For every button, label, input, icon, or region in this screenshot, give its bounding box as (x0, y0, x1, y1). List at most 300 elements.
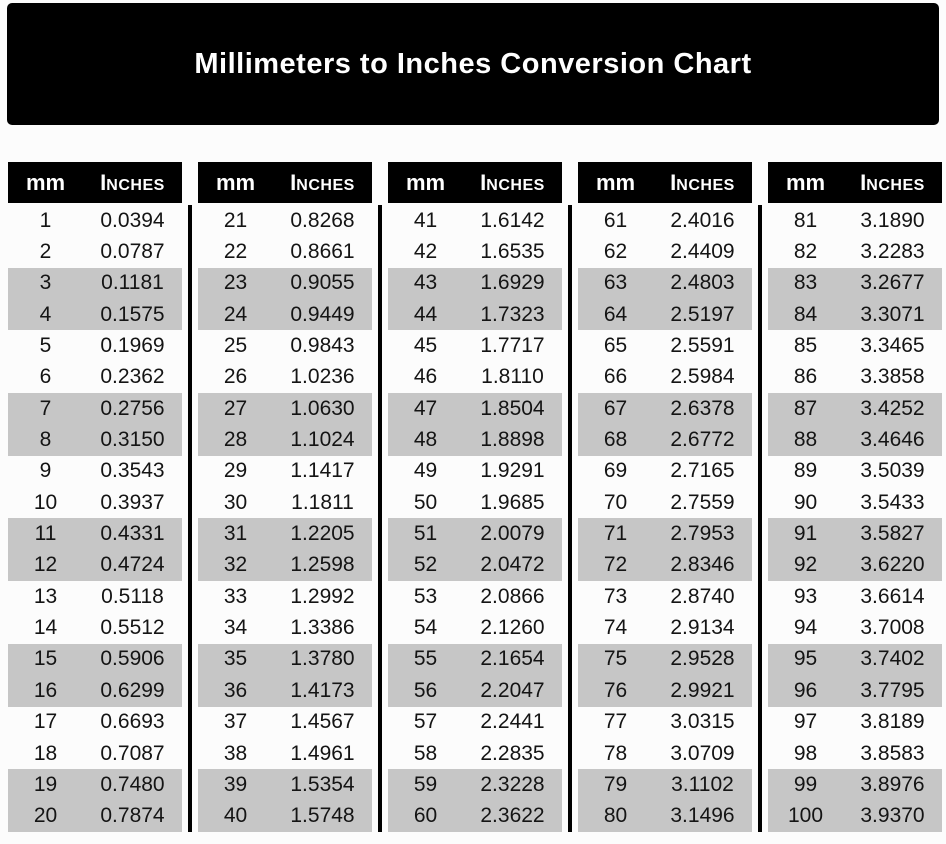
inches-value: 1.4173 (290, 678, 355, 702)
mm-value: 84 (793, 302, 818, 326)
mm-column-header: mm (595, 169, 636, 195)
mm-value: 86 (793, 365, 818, 389)
table-row (388, 330, 562, 361)
inches-value: 3.8976 (860, 772, 925, 796)
inches-value: 2.4803 (670, 271, 735, 295)
mm-value: 99 (793, 772, 818, 796)
table-row (768, 487, 942, 518)
inches-value: 2.8346 (670, 553, 735, 577)
inches-value: 1.1417 (290, 459, 355, 483)
inches-label-rest: NCHES (106, 176, 165, 194)
inches-value: 3.5433 (860, 490, 925, 514)
inches-value: 1.5354 (290, 772, 355, 796)
table-row (768, 550, 942, 581)
inches-value: 0.1969 (100, 334, 165, 358)
inches-value: 0.0394 (100, 208, 165, 232)
mm-value: 32 (223, 553, 248, 577)
table-row (198, 550, 372, 581)
table-row (578, 236, 752, 267)
inches-value: 3.6220 (860, 553, 925, 577)
inches-value: 0.1181 (101, 271, 164, 295)
mm-value: 39 (223, 772, 248, 796)
inches-value: 3.4252 (860, 396, 925, 420)
table-row (768, 330, 942, 361)
table-row (768, 581, 942, 612)
mm-value: 72 (603, 553, 628, 577)
mm-value: 4 (39, 302, 52, 326)
inches-value: 0.2362 (100, 365, 165, 389)
inches-value: 3.1102 (671, 772, 734, 796)
table-header (8, 162, 182, 203)
mm-value: 42 (413, 240, 438, 264)
table-row (8, 236, 182, 267)
inches-value: 2.2047 (480, 678, 545, 702)
table-row (198, 205, 372, 236)
inches-value: 2.9528 (670, 647, 735, 671)
inches-value: 1.0630 (290, 396, 355, 420)
inches-value: 0.1575 (100, 302, 165, 326)
inches-value: 2.0866 (480, 584, 545, 608)
table-divider (378, 205, 382, 832)
table-row (578, 362, 752, 393)
inches-label-initial: I (670, 169, 677, 195)
inches-value: 0.5118 (101, 584, 164, 608)
mm-value: 25 (223, 334, 248, 358)
inches-value: 2.7953 (670, 522, 735, 546)
table-row (388, 707, 562, 738)
mm-value: 65 (603, 334, 628, 358)
mm-column-header: mm (405, 169, 446, 195)
inches-column-header (653, 170, 752, 196)
table-row (198, 487, 372, 518)
mm-value: 1 (39, 208, 52, 232)
inches-value: 2.1260 (480, 616, 545, 640)
mm-value: 16 (33, 678, 58, 702)
mm-value: 90 (793, 490, 818, 514)
table-row (198, 738, 372, 769)
inches-value: 0.4724 (100, 553, 165, 577)
inches-value: 1.4961 (290, 741, 355, 765)
mm-value: 80 (603, 804, 628, 828)
table-row (578, 801, 752, 832)
inches-value: 1.6929 (480, 271, 545, 295)
table-row (8, 393, 182, 424)
inches-value: 0.3150 (100, 428, 165, 452)
table-row (8, 675, 182, 706)
table-row (578, 707, 752, 738)
mm-value: 75 (603, 647, 628, 671)
table-row (768, 299, 942, 330)
table-row (198, 456, 372, 487)
mm-value: 77 (603, 710, 628, 734)
mm-value: 8 (39, 428, 52, 452)
inches-label-rest: NCHES (296, 176, 355, 194)
table-divider-column (752, 162, 768, 832)
inches-value: 2.0079 (480, 522, 545, 546)
table-row (8, 362, 182, 393)
mm-value: 79 (603, 772, 628, 796)
inches-value: 1.1811 (291, 490, 354, 514)
table-row (198, 644, 372, 675)
table-row (8, 518, 182, 549)
inches-label-rest: NCHES (866, 176, 925, 194)
inches-value: 2.4409 (670, 240, 735, 264)
mm-value: 100 (787, 804, 824, 828)
mm-value: 85 (793, 334, 818, 358)
table-row (578, 738, 752, 769)
table-row (8, 581, 182, 612)
table-row (578, 299, 752, 330)
inches-value: 3.1890 (860, 208, 925, 232)
table-group-5 (768, 162, 942, 832)
table-row (768, 456, 942, 487)
inches-value: 3.5039 (860, 459, 925, 483)
inches-value: 3.8583 (860, 741, 925, 765)
page-title: Millimeters to Inches Conversion Chart (194, 47, 752, 80)
mm-value: 93 (793, 584, 818, 608)
table-divider (758, 205, 762, 832)
table-divider-column (182, 162, 198, 832)
inches-value: 1.8504 (480, 396, 545, 420)
inches-value: 3.0709 (670, 741, 735, 765)
inches-value: 2.1654 (480, 647, 545, 671)
mm-value: 95 (793, 647, 818, 671)
mm-value: 89 (793, 459, 818, 483)
inches-value: 2.8740 (670, 584, 735, 608)
inches-column-header (843, 170, 942, 196)
mm-value: 13 (33, 584, 58, 608)
inches-value: 0.9055 (290, 271, 355, 295)
mm-value: 78 (603, 741, 628, 765)
table-row (8, 644, 182, 675)
table-group-4 (578, 162, 752, 832)
table-row (768, 518, 942, 549)
mm-value: 51 (413, 522, 438, 546)
table-row (388, 612, 562, 643)
mm-value: 98 (793, 741, 818, 765)
inches-value: 2.6772 (670, 428, 735, 452)
mm-value: 54 (413, 616, 438, 640)
inches-value: 0.8268 (290, 208, 355, 232)
table-row (768, 236, 942, 267)
table-row (768, 738, 942, 769)
inches-value: 2.5197 (670, 302, 735, 326)
inches-value: 1.9291 (480, 459, 545, 483)
inches-value: 1.4567 (290, 710, 355, 734)
table-divider-column (372, 162, 388, 832)
mm-value: 96 (793, 678, 818, 702)
mm-value: 94 (793, 616, 818, 640)
inches-value: 1.5748 (290, 804, 355, 828)
inches-value: 0.0787 (100, 240, 165, 264)
table-row (8, 299, 182, 330)
mm-value: 27 (223, 396, 248, 420)
inches-value: 1.3780 (290, 647, 355, 671)
inches-value: 0.4331 (100, 522, 165, 546)
table-row (768, 424, 942, 455)
table-row (8, 205, 182, 236)
mm-value: 87 (793, 396, 818, 420)
mm-value: 74 (603, 616, 628, 640)
mm-value: 92 (793, 553, 818, 577)
table-divider-column (562, 162, 578, 832)
mm-value: 61 (603, 208, 628, 232)
inches-value: 2.0472 (480, 553, 545, 577)
table-row (198, 424, 372, 455)
mm-value: 14 (33, 616, 58, 640)
mm-value: 40 (223, 804, 248, 828)
mm-value: 55 (413, 647, 438, 671)
mm-value: 19 (33, 772, 58, 796)
mm-value: 49 (413, 459, 438, 483)
table-row (8, 707, 182, 738)
table-row (198, 707, 372, 738)
table-rows (8, 205, 182, 832)
table-rows (768, 205, 942, 832)
mm-value: 36 (223, 678, 248, 702)
inches-value: 3.6614 (860, 584, 925, 608)
mm-value: 67 (603, 396, 628, 420)
inches-value: 2.7165 (670, 459, 735, 483)
table-row (768, 362, 942, 393)
table-group-3 (388, 162, 562, 832)
mm-column-header: mm (785, 169, 826, 195)
inches-value: 0.6299 (100, 678, 165, 702)
inches-value: 3.7008 (860, 616, 925, 640)
table-row (198, 518, 372, 549)
inches-label-rest: NCHES (676, 176, 735, 194)
mm-value: 2 (39, 240, 52, 264)
table-row (8, 769, 182, 800)
mm-value: 6 (39, 365, 52, 389)
table-group-1 (8, 162, 182, 832)
table-row (198, 362, 372, 393)
mm-value: 21 (223, 208, 248, 232)
table-row (578, 205, 752, 236)
mm-value: 35 (223, 647, 248, 671)
table-row (8, 550, 182, 581)
inches-value: 3.2283 (860, 240, 925, 264)
table-row (388, 487, 562, 518)
mm-value: 71 (603, 522, 628, 546)
mm-value: 83 (793, 271, 818, 295)
inches-value: 3.7402 (860, 647, 925, 671)
mm-value: 26 (223, 365, 248, 389)
inches-value: 0.5906 (100, 647, 165, 671)
inches-value: 2.5591 (670, 334, 735, 358)
table-row (578, 675, 752, 706)
mm-value: 33 (223, 584, 248, 608)
table-row (388, 205, 562, 236)
table-group-2 (198, 162, 372, 832)
mm-value: 38 (223, 741, 248, 765)
inches-value: 2.7559 (670, 490, 735, 514)
table-divider (188, 205, 192, 832)
inches-value: 2.5984 (670, 365, 735, 389)
table-row (388, 675, 562, 706)
mm-value: 62 (603, 240, 628, 264)
mm-value: 66 (603, 365, 628, 389)
table-divider (568, 205, 572, 832)
mm-value: 56 (413, 678, 438, 702)
inches-value: 3.8189 (860, 710, 925, 734)
mm-value: 59 (413, 772, 438, 796)
mm-value: 5 (39, 334, 52, 358)
mm-value: 31 (223, 522, 248, 546)
mm-value: 30 (223, 490, 248, 514)
mm-value: 91 (793, 522, 818, 546)
inches-value: 0.7874 (100, 804, 165, 828)
inches-label-initial: I (100, 169, 107, 195)
table-row (198, 268, 372, 299)
mm-value: 58 (413, 741, 438, 765)
mm-value: 82 (793, 240, 818, 264)
table-row (578, 769, 752, 800)
inches-value: 0.7087 (100, 741, 165, 765)
table-row (578, 393, 752, 424)
inches-value: 3.3071 (860, 302, 925, 326)
inches-value: 0.9843 (290, 334, 355, 358)
table-row (388, 644, 562, 675)
table-row (388, 581, 562, 612)
inches-value: 0.9449 (290, 302, 355, 326)
inches-value: 2.3622 (480, 804, 545, 828)
inches-value: 0.2756 (100, 396, 165, 420)
table-rows (198, 205, 372, 832)
inches-value: 1.9685 (480, 490, 545, 514)
inches-value: 0.5512 (100, 616, 165, 640)
table-row (8, 424, 182, 455)
inches-value: 2.2835 (480, 741, 545, 765)
mm-value: 11 (34, 522, 57, 546)
inches-value: 0.8661 (290, 240, 355, 264)
mm-value: 37 (223, 710, 248, 734)
inches-label-initial: I (480, 169, 487, 195)
mm-value: 52 (413, 553, 438, 577)
table-row (198, 675, 372, 706)
inches-value: 0.7480 (100, 772, 165, 796)
inches-value: 3.9370 (860, 804, 925, 828)
mm-value: 41 (413, 208, 438, 232)
table-row (198, 769, 372, 800)
mm-value: 53 (413, 584, 438, 608)
inches-value: 3.0315 (670, 710, 735, 734)
mm-value: 76 (603, 678, 628, 702)
mm-column-header: mm (215, 169, 256, 195)
table-row (768, 393, 942, 424)
mm-value: 63 (603, 271, 628, 295)
table-row (198, 299, 372, 330)
table-rows (578, 205, 752, 832)
inches-value: 3.4646 (860, 428, 925, 452)
table-row (768, 644, 942, 675)
mm-value: 9 (39, 459, 52, 483)
table-row (8, 612, 182, 643)
inches-value: 1.0236 (290, 365, 355, 389)
inches-label-rest: NCHES (486, 176, 545, 194)
table-row (8, 330, 182, 361)
inches-value: 0.6693 (100, 710, 165, 734)
mm-value: 50 (413, 490, 438, 514)
mm-value: 68 (603, 428, 628, 452)
inches-value: 1.8110 (481, 365, 544, 389)
inches-value: 1.2992 (290, 584, 355, 608)
table-row (8, 801, 182, 832)
table-row (578, 456, 752, 487)
mm-value: 69 (603, 459, 628, 483)
table-row (388, 424, 562, 455)
table-row (768, 707, 942, 738)
mm-value: 3 (39, 271, 52, 295)
mm-value: 43 (413, 271, 438, 295)
inches-value: 1.6535 (480, 240, 545, 264)
mm-value: 12 (33, 553, 58, 577)
inches-value: 1.3386 (290, 616, 355, 640)
mm-value: 7 (39, 396, 52, 420)
table-row (578, 268, 752, 299)
inches-value: 1.1024 (290, 428, 355, 452)
mm-value: 57 (413, 710, 438, 734)
table-row (388, 362, 562, 393)
table-header (388, 162, 562, 203)
mm-value: 88 (793, 428, 818, 452)
table-row (8, 487, 182, 518)
inches-value: 1.2598 (290, 553, 355, 577)
table-row (388, 769, 562, 800)
inches-value: 1.7717 (480, 334, 545, 358)
mm-value: 34 (223, 616, 248, 640)
inches-value: 2.9134 (670, 616, 735, 640)
table-row (768, 612, 942, 643)
table-row (388, 393, 562, 424)
table-header (768, 162, 942, 203)
inches-value: 1.8898 (480, 428, 545, 452)
mm-value: 10 (33, 490, 58, 514)
inches-value: 3.2677 (860, 271, 925, 295)
inches-column-header (273, 170, 372, 196)
inches-value: 2.4016 (670, 208, 735, 232)
table-row (768, 268, 942, 299)
inches-value: 3.3858 (860, 365, 925, 389)
inches-value: 1.7323 (480, 302, 545, 326)
inches-value: 3.1496 (670, 804, 735, 828)
inches-value: 1.2205 (290, 522, 355, 546)
mm-value: 60 (413, 804, 438, 828)
mm-value: 15 (33, 647, 58, 671)
table-row (578, 550, 752, 581)
mm-column-header: mm (25, 169, 66, 195)
inches-value: 3.5827 (860, 522, 925, 546)
title-banner (7, 3, 939, 125)
table-row (388, 801, 562, 832)
mm-value: 20 (33, 804, 58, 828)
table-row (768, 205, 942, 236)
mm-value: 47 (413, 396, 438, 420)
inches-value: 3.7795 (860, 678, 925, 702)
table-row (8, 456, 182, 487)
table-row (768, 675, 942, 706)
mm-value: 22 (223, 240, 248, 264)
inches-label-initial: I (290, 169, 297, 195)
mm-value: 81 (793, 208, 818, 232)
table-row (8, 738, 182, 769)
inches-value: 0.3543 (100, 459, 165, 483)
table-row (768, 801, 942, 832)
mm-value: 28 (223, 428, 248, 452)
inches-value: 1.6142 (480, 208, 545, 232)
inches-column-header (83, 170, 182, 196)
conversion-tables (8, 162, 942, 832)
